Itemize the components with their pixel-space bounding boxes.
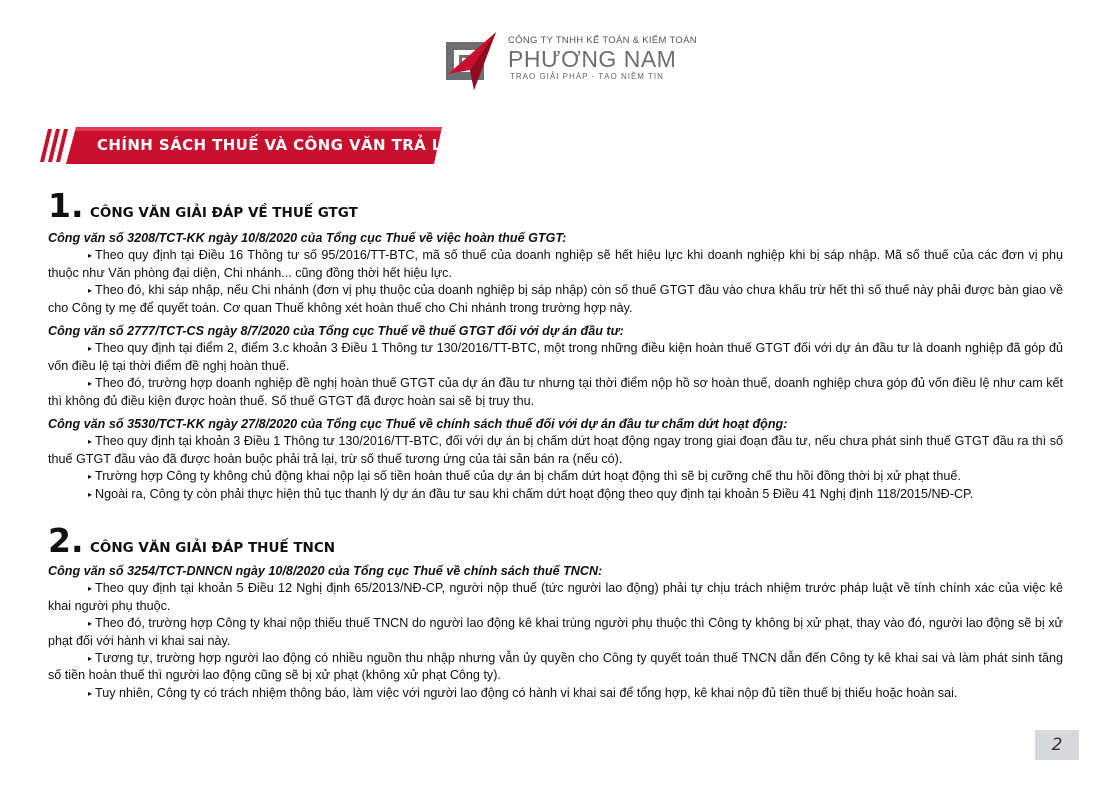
paragraph: ▸ Theo quy định tại khoản 5 Điều 12 Nghị định 65/2013/NĐ-CP, người nộp thuế (tức người lao động) phải tự chịu trách nhiệm trước pháp luật về tính chính xác của việc kê khai người phụ thuộc. xyxy=(48,581,1063,613)
bullet-icon: ▸ xyxy=(88,688,93,698)
paragraph: ▸ Theo đó, khi sáp nhập, nếu Chi nhánh (đơn vị phụ thuộc của doanh nghiệp bị sáp nhập) còn số thuế GTGT đầu vào chưa khấu trừ hết thì số thuế này phải được bàn giao về cho Công ty mẹ để quyết toán. Cơ quan Thuế không xét hoàn thuế cho Chi nhánh trong trường hợp này. xyxy=(48,283,1063,315)
company-brand-name: PHƯƠNG NAM xyxy=(508,46,677,72)
company-slogan: TRAO GIẢI PHÁP - TẠO NIỀM TIN xyxy=(510,72,664,81)
section-banner xyxy=(40,127,462,164)
bullet-icon: ▸ xyxy=(88,654,93,664)
bullet-icon: ▸ xyxy=(88,286,93,296)
paragraph: ▸ Tương tự, trường hợp người lao động có nhiều nguồn thu nhập nhưng vẫn ủy quyền cho Công ty quyết toán thuế TNCN dẫn đến Công ty kê khai sai và làm phát sinh tăng số tiền hoàn thuế thì người lao động cũng sẽ bị xử phạt (không xử phạt Công ty). xyxy=(48,651,1063,683)
bullet-icon: ▸ xyxy=(88,584,93,594)
bullet-icon: ▸ xyxy=(88,472,93,482)
document-title: Công văn số 3254/TCT-DNNCN ngày 10/8/2020 của Tổng cục Thuế về chính sách thuế TNCN: xyxy=(48,564,603,578)
paragraph: ▸ Ngoài ra, Công ty còn phải thực hiện thủ tục thanh lý dự án đầu tư sau khi chấm dứt hoạt động theo quy định tại khoản 5 Điều 41 Nghị định 118/2015/NĐ-CP. xyxy=(88,486,974,501)
paragraph: ▸ Theo quy định tại điểm 2, điểm 3.c khoản 3 Điều 1 Thông tư 130/2016/TT-BTC, một trong những điều kiện hoàn thuế GTGT đối với dự án đầu tư là doanh nghiệp đã góp đủ vốn điều lệ tại thời điểm đề nghị hoàn thuế. xyxy=(48,341,1063,373)
section-number: 2. xyxy=(48,521,84,560)
bullet-icon: ▸ xyxy=(88,619,93,629)
page-number: 2 xyxy=(1035,730,1079,760)
document-title: Công văn số 2777/TCT-CS ngày 8/7/2020 của Tổng cục Thuế về thuế GTGT đối với dự án đầu tư: xyxy=(48,324,624,339)
section-number: 1. xyxy=(48,186,84,225)
bullet-icon: ▸ xyxy=(88,344,93,354)
paragraph: ▸ Theo đó, trường hợp Công ty khai nộp thiếu thuế TNCN do người lao động kê khai trùng người phụ thuộc thì Công ty không bị xử phạt, thay vào đó, người lao động sẽ bị xử phạt đối với hành vi khai sai này. xyxy=(48,616,1063,648)
document-title: Công văn số 3208/TCT-KK ngày 10/8/2020 của Tổng cục Thuế về việc hoàn thuế GTGT: xyxy=(48,231,567,245)
company-logo-icon xyxy=(440,30,500,94)
section-title: CÔNG VĂN GIẢI ĐÁP VỀ THUẾ GTGT xyxy=(89,205,358,221)
paragraph: ▸ Tuy nhiên, Công ty có trách nhiệm thông báo, làm việc với người lao động có hành vi khai sai để tổng hợp, kê khai nộp đủ tiền thuế bị thiếu hoặc hoàn sai. xyxy=(88,685,958,700)
bullet-icon: ▸ xyxy=(88,251,93,261)
company-full-name: CÔNG TY TNHH KẾ TOÁN & KIỂM TOÁN xyxy=(508,35,697,46)
section-heading-1 xyxy=(48,186,358,225)
document-title: Công văn số 3530/TCT-KK ngày 27/8/2020 của Tổng cục Thuế về chính sách thuế đối với dự án đầu tư chấm dứt hoạt động: xyxy=(48,417,788,432)
paragraph: ▸ Trường hợp Công ty không chủ động khai nộp lại số tiền hoàn thuế của dự án bị chấm dứt hoạt động thì sẽ bị cưỡng chế thu hồi đồng thời bị xử phạt thuế. xyxy=(88,469,961,484)
section-heading-2 xyxy=(48,521,335,560)
bullet-icon: ▸ xyxy=(88,379,93,389)
banner-title: CHÍNH SÁCH THUẾ VÀ CÔNG VĂN TRẢ LỜI xyxy=(97,136,462,154)
section-2-content xyxy=(48,563,1063,702)
bullet-icon: ▸ xyxy=(88,437,93,447)
paragraph: ▸ Theo quy định tại Điều 16 Thông tư số 95/2016/TT-BTC, mã số thuế của doanh nghiệp sẽ hết hiệu lực khi doanh nghiệp khi bị sáp nhập. Mã số thuế của các đơn vị phụ thuộc như Văn phòng đại diện, Chi nhánh... cũng đồng thời hết hiệu lực. xyxy=(48,248,1063,280)
paragraph: ▸ Theo đó, trường hợp doanh nghiệp đề nghị hoàn thuế GTGT của dự án đầu tư nhưng tại thời điểm nộp hồ sơ hoàn thuế, doanh nghiệp chưa góp đủ vốn điều lệ như cam kết thì không đủ điều kiện được hoàn thuế. Số thuế GTGT đã được hoàn sai sẽ bị truy thu. xyxy=(48,376,1063,408)
company-header xyxy=(440,30,700,100)
paragraph: ▸ Theo quy định tại khoản 3 Điều 1 Thông tư 130/2016/TT-BTC, đối với dự án bị chấm dứt hoạt động ngay trong giai đoạn đầu tư, nếu chưa phát sinh thuế GTGT đầu ra thì số thuế GTGT đầu vào đã được hoàn buộc phải trả lại, trừ số thuế tương ứng của tài sản bán ra (nếu có). xyxy=(48,434,1063,466)
section-title: CÔNG VĂN GIẢI ĐÁP THUẾ TNCN xyxy=(89,540,336,556)
section-1-content xyxy=(48,230,1063,503)
bullet-icon: ▸ xyxy=(88,489,93,499)
